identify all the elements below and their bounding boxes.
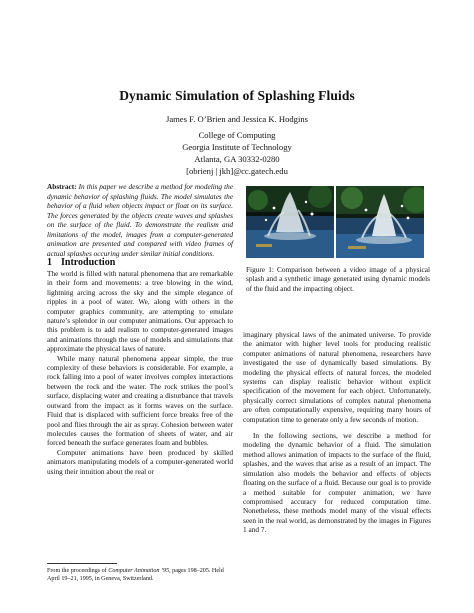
figure-caption: Figure 1: Comparison between a video image of a physical splash and a synthetic image generated using dynamic models of the fluid and the impacting object. [246, 265, 430, 293]
abstract [47, 182, 233, 258]
intro-body-left [47, 269, 233, 476]
footnote [47, 567, 233, 584]
intro-paragraph-1: The world is filled with natural phenomena that are remarkable in their form and movements: a tree blowing in the wind, lightning arcing across the sky and the simple elegance of ripples in a pool of water. We, along with others in the computer graphics community, are attempting to emulate nature’s splendor in our computer animations. Our approach to this problem is to add realism to computer-generated images and animations through the use of models and simulations that approximate the physical laws of nature. [47, 269, 233, 354]
intro-paragraph-5: In the following sections, we describe a method for modeling the dynamic behavior of a fluid. The simulation method allows animation of impacts to the surface of the fluid, splashes, and the waves that arise as a result of an impact. The simulation also models the behavior and effects of objects floating on the surface of a fluid. Because our goal is to provide a method suitable for computer animation, we have compromised accuracy for reduced computation time. Nonetheless, these methods model many of the visual effects seen in the real world, as demonstrated by the images in Figures 1 and 7. [243, 431, 431, 535]
section-number: 1 [47, 257, 52, 268]
affiliation-line-3: Atlanta, GA 30332-0280 [194, 154, 280, 164]
paper-title: Dynamic Simulation of Splashing Fluids [119, 88, 355, 103]
intro-body-right [243, 330, 431, 535]
intro-paragraph-4: imaginary physical laws of the animated universe. To provide the animator with higher level tools for producing realistic computer animations of natural phenomena, researchers have investigated the use of dynamically based simulations. By modeling the physical effects of natural forces, the modeled systems can display realistic behavior without explicit specification of the movement for each object. Unfortunately, physically correct simulations of complex natural phenomena are often computationally expensive, requiring many hours of computation time to generate only a few seconds of motion. [243, 330, 431, 424]
author-block [0, 113, 474, 177]
figure-1 [246, 186, 430, 258]
section-title: Introduction [61, 257, 116, 268]
author-emails: [obrienj | jkh]@cc.gatech.edu [186, 166, 288, 176]
abstract-text: In this paper we describe a method for modeling the dynamic behavior of splashing fluids. The model simulates the behavior of a fluid when objects impact or float on its surface. The forces generated by the objects create waves and splashes on the surface of the fluid. To demonstrate the realism and limitations of the model, images from a computer-generated animation are presented and compared with video frames of actual splashes occuring under similar initial conditions. [47, 182, 234, 258]
abstract-label: Abstract: [47, 182, 77, 191]
synthetic-splash-image [336, 186, 424, 258]
affiliation-line-2: Georgia Institute of Technology [182, 142, 292, 152]
intro-paragraph-3: Computer animations have been produced by skilled animators manipulating models of a computer-generated world using their intuition about the real or [47, 447, 233, 476]
affiliation-line-1: College of Computing [198, 130, 276, 140]
footnote-rule [47, 563, 117, 564]
intro-paragraph-2: While many natural phenomena appear simple, the true complexity of these behaviors is considerable. For example, a rock falling into a pool of water involves complex interactions between the rock and the water. The rock strikes the pool’s surface, displacing water and creating a disturbance that travels outward from the impact as it forms waves on the surface. Fluid that is displaced with sufficient force breaks free of the pool and flies through the air as spray. Cohesion between water molecules causes the formation of sheets of water, and air forced beneath the surface generates foam and bubbles. [47, 353, 233, 448]
footnote-suffix: , pages 198–205. Held April 19–21, 1995, in Geneva, Switzerland. [47, 568, 224, 583]
footnote-venue: Computer Animation ’95 [108, 568, 170, 574]
authors: James F. O’Brien and Jessica K. Hodgins [165, 114, 309, 124]
section-heading [47, 257, 115, 268]
video-frame-photo [246, 186, 334, 258]
footnote-prefix: From the proceedings of [47, 568, 109, 574]
